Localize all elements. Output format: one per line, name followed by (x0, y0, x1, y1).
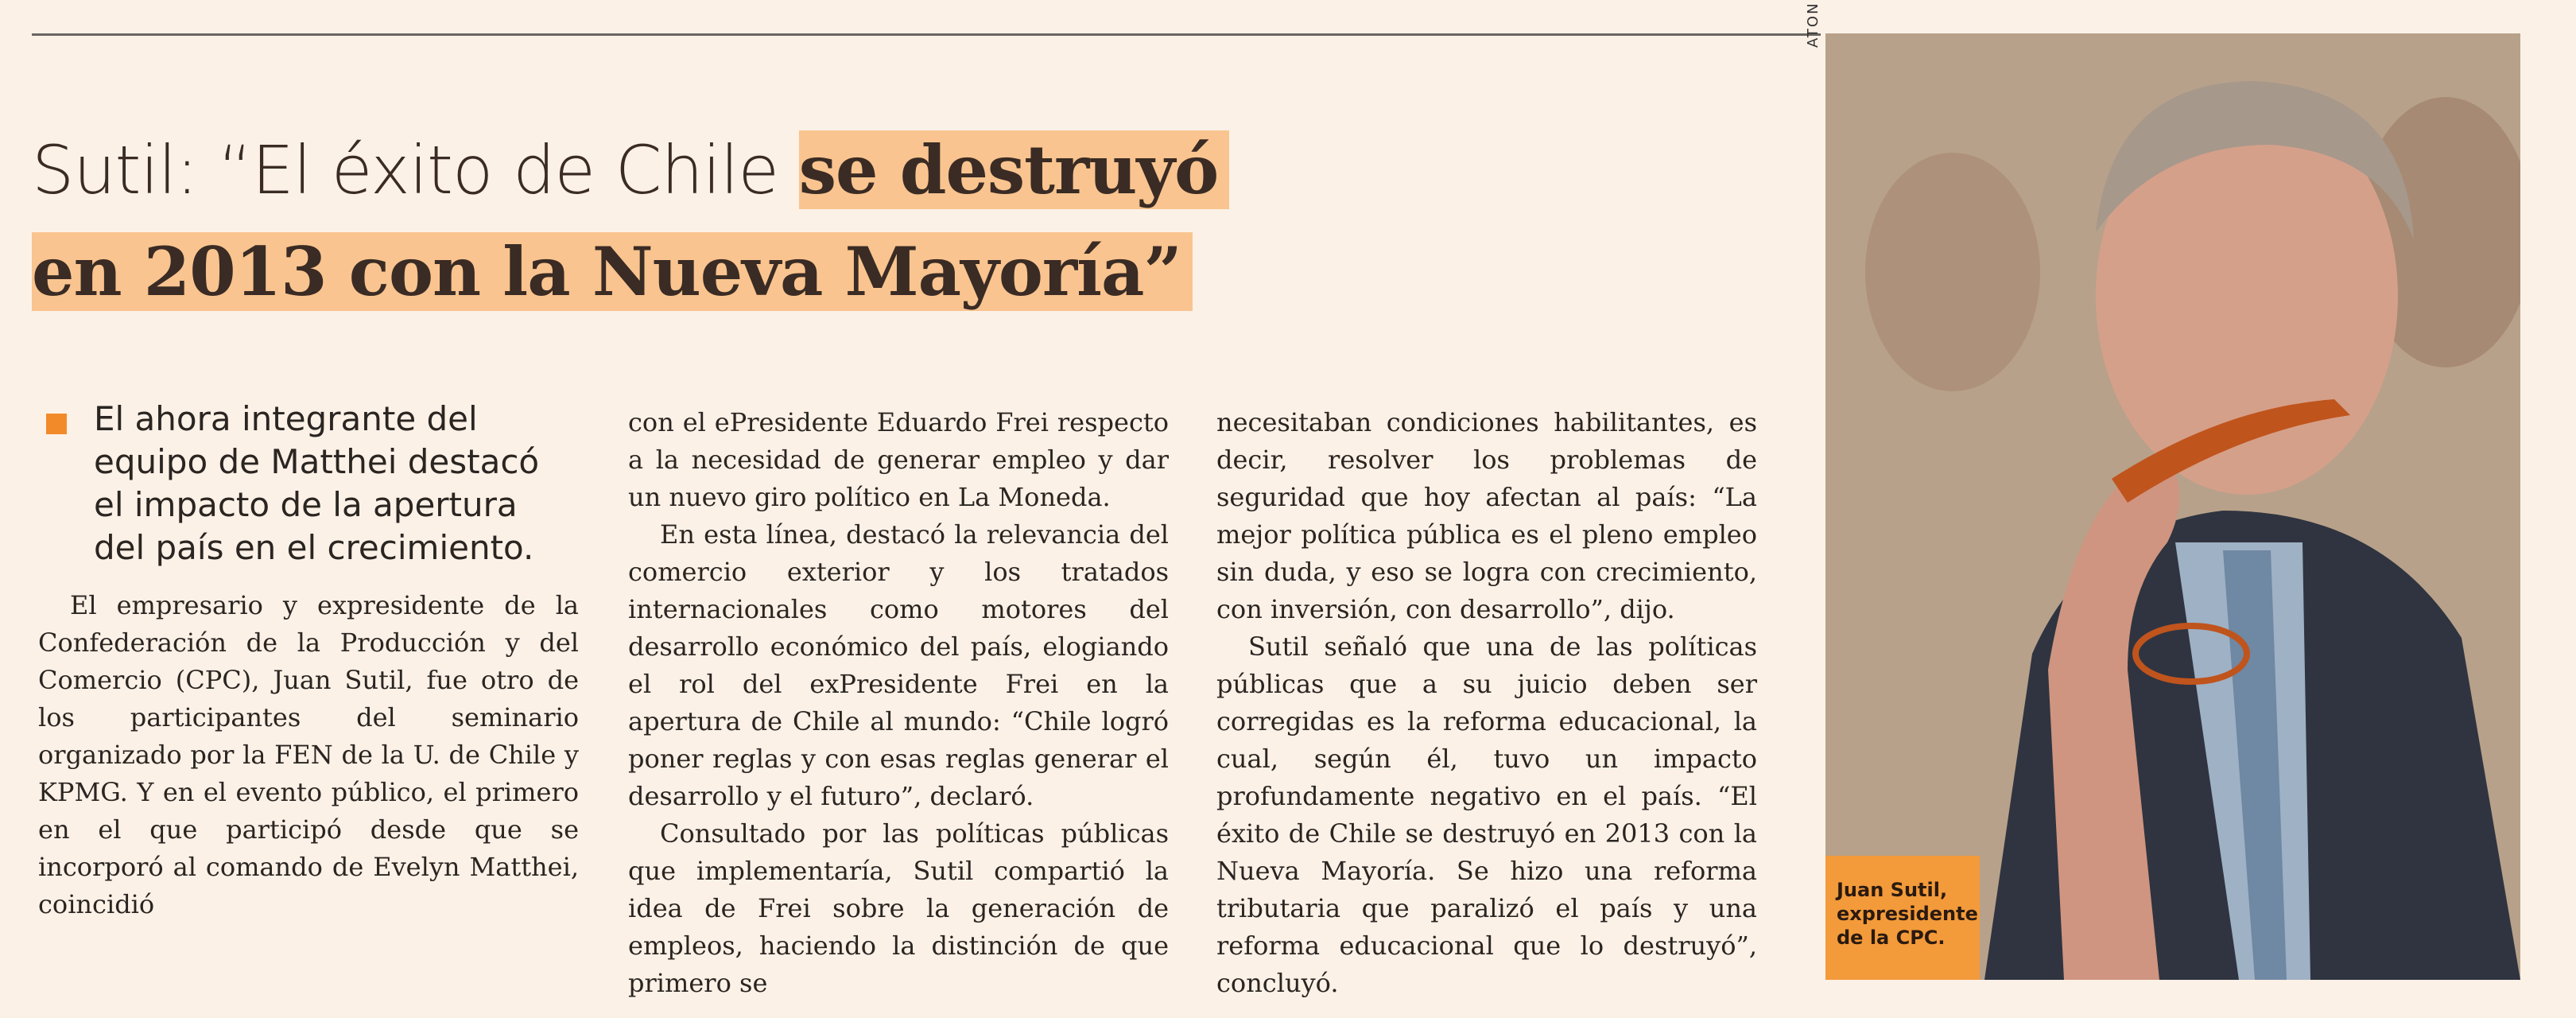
lead-text: El ahora integrante del equipo de Matthei destacó el impacto de la apertura del país en el crecimiento. (94, 399, 540, 567)
headline-highlight-1: se destruyó (799, 130, 1229, 209)
top-rule (32, 33, 1821, 36)
paragraph: Sutil señaló que una de las políticas públicas que a su juicio deben ser corregidas es la reforma educacional, la cual, según él, tuvo un impacto profundamente negativo en el país. “El éxito de Chile se destruyó en 2013 con la Nueva Mayoría. Se hizo una reforma tributaria que paralizó el país y una reforma educacional que lo destruyó”, concluyó. (1216, 631, 1757, 998)
photo-credit: ATON (1805, 2, 1821, 48)
bullet-square-icon (46, 414, 67, 434)
photo-caption: Juan Sutil, expresidente de la CPC. (1825, 856, 1980, 980)
portrait-illustration (1825, 33, 2520, 980)
lead-summary (38, 398, 579, 569)
headline-part1: Sutil: “El éxito de Chile (32, 131, 799, 209)
article-column-1 (38, 398, 579, 923)
paragraph: necesitaban condiciones habilitantes, es decir, resolver los problemas de seguridad que hoy afectan al país: “La mejor política pública es el pleno empleo sin duda, y eso se logra con crecimiento, con inversión, con desarrollo”, dijo. (1216, 407, 1757, 624)
headline-highlight-2: en 2013 con la Nueva Mayoría” (32, 232, 1193, 311)
paragraph: Consultado por las políticas públicas que implementaría, Sutil compartió la idea de Frei sobre la generación de empleos, haciendo la distinción de que primero se (628, 818, 1169, 998)
portrait-photo (1825, 33, 2520, 980)
article-column-3 (1216, 404, 1757, 1002)
paragraph: En esta línea, destacó la relevancia del comercio exterior y los tratados internacionales como motores del desarrollo económico del país, elogiando el rol del exPresidente Frei en la apertura de Chile al mundo: “Chile logró poner reglas y con esas reglas generar el desarrollo y el futuro”, declaró. (628, 519, 1169, 811)
paragraph: El empresario y expresidente de la Confederación de la Producción y del Comercio (CPC), Juan Sutil, fue otro de los participantes del seminario organizado por la FEN de la U. de Chile y KPMG. Y en el evento público, el primero en el que participó desde que se incorporó al comando de Evelyn Matthei, coincidió (38, 590, 579, 919)
headline (32, 119, 1229, 323)
article-column-2 (628, 404, 1169, 1002)
paragraph: con el ePresidente Eduardo Frei respecto a la necesidad de generar empleo y dar un nuevo giro político en La Moneda. (628, 407, 1169, 512)
